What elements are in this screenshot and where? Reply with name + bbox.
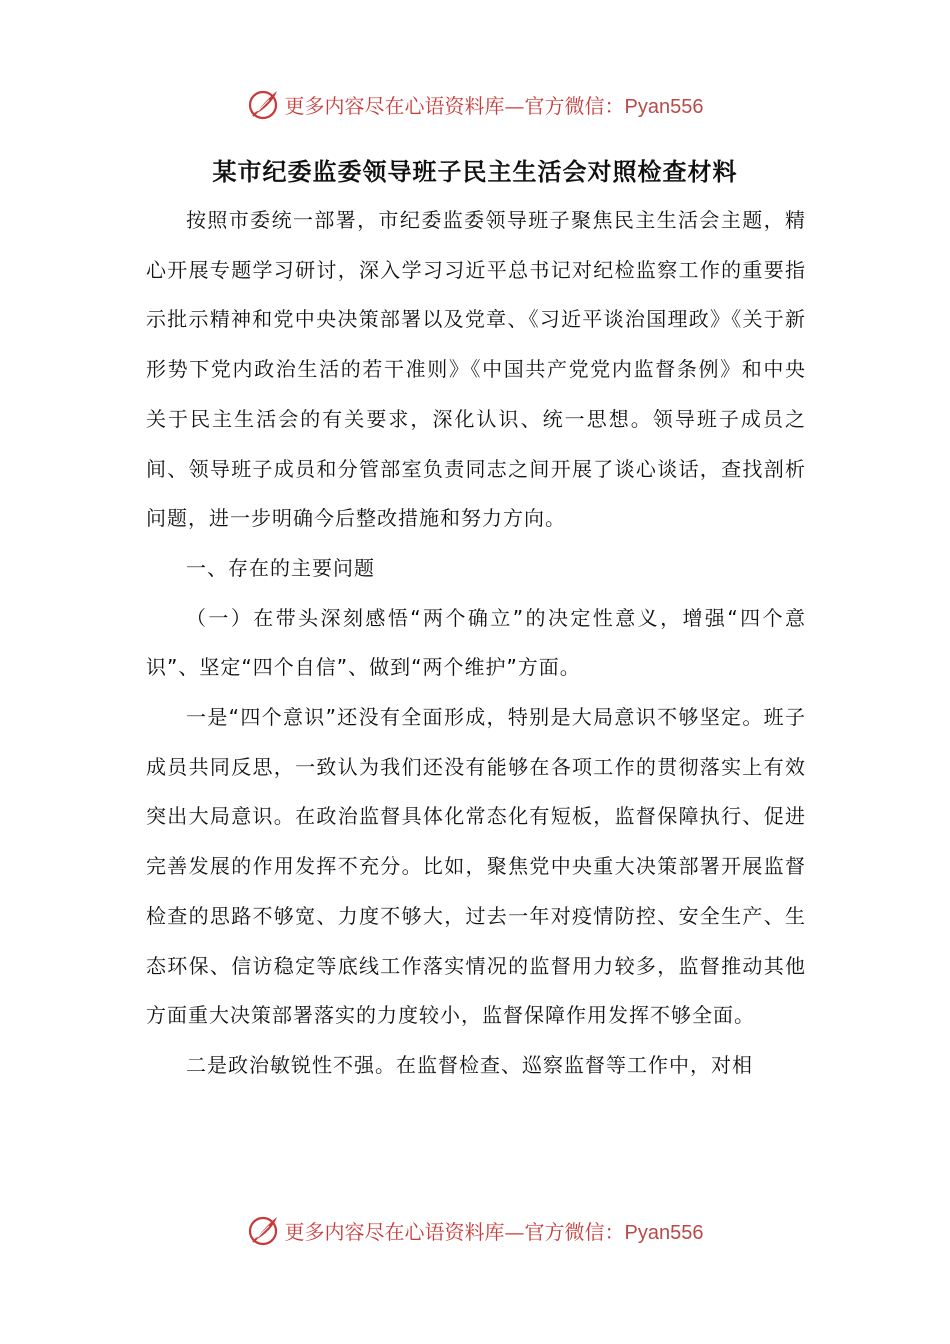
paragraph-intro: 按照市委统一部署，市纪委监委领导班子聚焦民主生活会主题，精心开展专题学习研讨，深入学习习近平总书记对纪检监察工作的重要指示批示精神和党中央决策部署以及党章、《习近平谈治国理政》《关于新形势下党内政治生活的若干准则》《中国共产党党内监督条例》和中央关于民主生活会的有关要求，深化认识、统一思想。领导班子成员之间、领导班子成员和分管部室负责同志之间开展了谈心谈话，查找剖析问题，进一步明确今后整改措施和努力方向。 [146, 208, 806, 531]
section-heading: 一、存在的主要问题 [186, 555, 375, 580]
watermark-text: 更多内容尽在心语资料库—官方微信：Pyan556 [284, 1219, 704, 1244]
watermark-handle: Pyan556 [624, 1221, 704, 1244]
paragraph-point-two: 二是政治敏锐性不强。在监督检查、巡察监督等工作中，对相 [186, 1052, 753, 1077]
watermark-banner-top [0, 84, 950, 124]
quill-logo-icon [247, 1213, 281, 1247]
watermark-handle: Pyan556 [624, 95, 704, 118]
paragraph-point-one: 一是“四个意识”还没有全面形成，特别是大局意识不够坚定。班子成员共同反思，一致认为我们还没有能够在各项工作的贯彻落实上有效突出大局意识。在政治监督具体化常态化有短板，监督保障执行、促进完善发展的作用发挥不充分。比如，聚焦党中央重大决策部署开展监督检查的思路不够宽、力度不够大，过去一年对疫情防控、安全生产、生态环保、信访稳定等底线工作落实情况的监督用力较多，监督推动其他方面重大决策部署落实的力度较小，监督保障作用发挥不够全面。 [146, 705, 806, 1028]
document-title: 某市纪委监委领导班子民主生活会对照检查材料 [212, 158, 738, 186]
document-body [146, 196, 806, 1091]
subsection-heading: （一）在带头深刻感悟“两个确立”的决定性意义，增强“四个意识”、坚定“四个自信”、做到“两个维护”方面。 [146, 605, 806, 680]
watermark-banner-bottom [0, 1210, 950, 1250]
watermark-text: 更多内容尽在心语资料库—官方微信：Pyan556 [284, 93, 704, 118]
quill-logo-icon [247, 87, 281, 121]
